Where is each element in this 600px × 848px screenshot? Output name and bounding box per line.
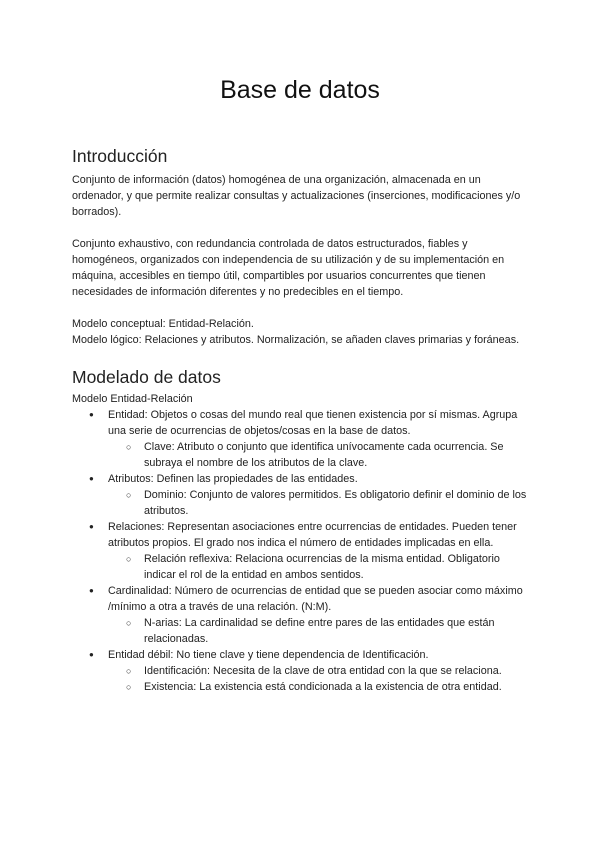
list-item-text: Relaciones: Representan asociaciones entre ocurrencias de entidades. Pueden tener atributos propios. El grado nos indica el número de entidades implicadas en ella. bbox=[108, 521, 517, 549]
bullet-list bbox=[72, 407, 528, 695]
page-title: Base de datos bbox=[220, 76, 380, 104]
intro-paragraph-3 bbox=[72, 316, 528, 348]
list-item-text: Atributos: Definen las propiedades de las entidades. bbox=[108, 473, 358, 485]
list-item bbox=[72, 583, 528, 647]
sub-list-item: ○ Identificación: Necesita de la clave de otra entidad con la que se relaciona. bbox=[108, 663, 528, 679]
sub-list-item: ○ N-arias: La cardinalidad se define entre pares de las entidades que están relacionadas. bbox=[108, 615, 528, 647]
section-heading-introduccion: Introducción bbox=[72, 146, 168, 166]
sub-list-item: ○ Relación reflexiva: Relaciona ocurrencias de la misma entidad. Obligatorio indicar el rol de la entidad en ambos sentidos. bbox=[108, 551, 528, 583]
sub-list-item: ○ Dominio: Conjunto de valores permitidos. Es obligatorio definir el dominio de los atributos. bbox=[108, 487, 528, 519]
section-heading-modelado: Modelado de datos bbox=[72, 367, 221, 387]
modelo-conceptual-line: Modelo conceptual: Entidad-Relación. bbox=[72, 318, 254, 330]
sub-list bbox=[108, 551, 528, 583]
modelo-logico-line: Modelo lógico: Relaciones y atributos. Normalización, se añaden claves primarias y foráneas. bbox=[72, 334, 520, 346]
intro-paragraph-2: Conjunto exhaustivo, con redundancia controlada de datos estructurados, fiables y homogéneos, organizados con independencia de su utilización y de su implementación en máquina, accesibles en tiempo útil, compartibles por usuarios concurrentes que tienen necesidades de información diferentes y no predecibles en el tiempo. bbox=[72, 238, 505, 298]
sub-list bbox=[108, 487, 528, 519]
list-item-text: Cardinalidad: Número de ocurrencias de entidad que se pueden asociar como máximo /mínimo a otra a través de una relación. (N:M). bbox=[108, 585, 523, 613]
sub-list bbox=[108, 615, 528, 647]
list-item bbox=[72, 647, 528, 695]
list-item-text: Entidad: Objetos o cosas del mundo real que tienen existencia por sí mismas. Agrupa una serie de ocurrencias de objetos/cosas en la base de datos. bbox=[108, 409, 518, 437]
list-item bbox=[72, 407, 528, 471]
sub-list-item: ○ Clave: Atributo o conjunto que identifica unívocamente cada ocurrencia. Se subraya el nombre de los atributos de la clave. bbox=[108, 439, 528, 471]
list-item bbox=[72, 471, 528, 519]
intro-paragraph-1: Conjunto de información (datos) homogénea de una organización, almacenada en un ordenador, y que permite realizar consultas y actualizaciones (inserciones, modificaciones y/o borrados). bbox=[72, 174, 521, 218]
list-item-text: Entidad débil: No tiene clave y tiene dependencia de Identificación. bbox=[108, 649, 429, 661]
subheading-entidad-relacion: Modelo Entidad-Relación bbox=[72, 393, 193, 405]
sub-list bbox=[108, 663, 528, 695]
sub-list bbox=[108, 439, 528, 471]
sub-list-item: ○ Existencia: La existencia está condicionada a la existencia de otra entidad. bbox=[108, 679, 528, 695]
list-item bbox=[72, 519, 528, 583]
